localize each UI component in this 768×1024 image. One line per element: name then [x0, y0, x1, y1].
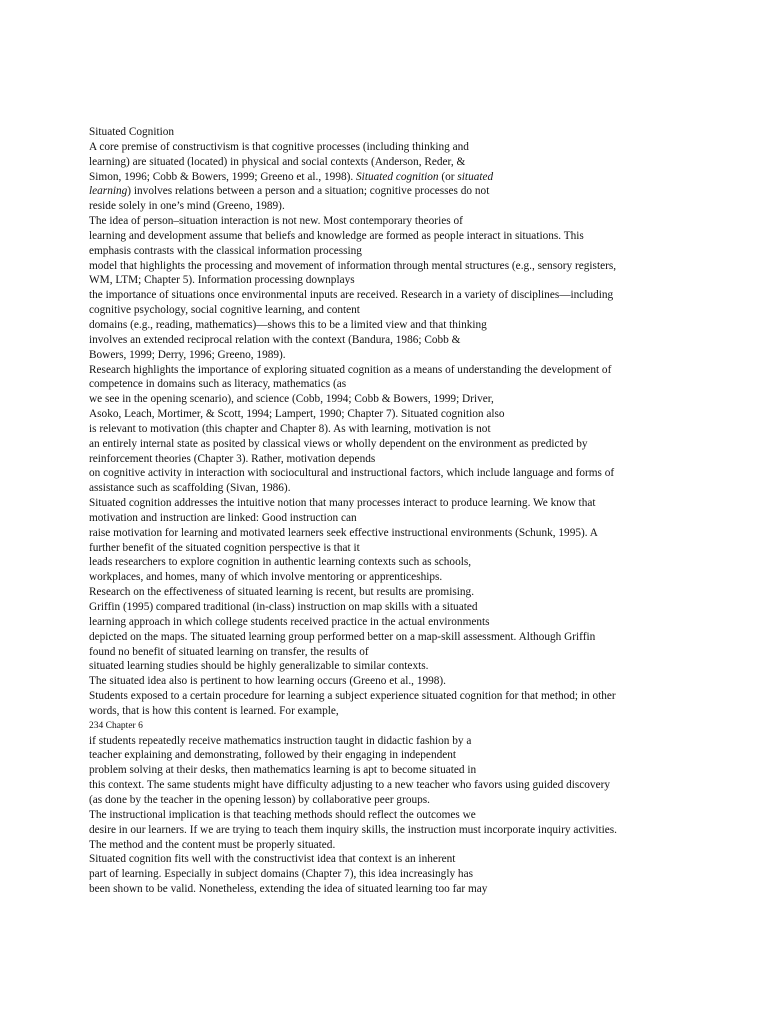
text-line: motivation and instruction are linked: Good instruction can	[89, 511, 357, 524]
text-line: Bowers, 1999; Derry, 1996; Greeno, 1989).	[89, 348, 286, 361]
text-line: Research on the effectiveness of situated learning is recent, but results are promising.	[89, 586, 475, 599]
text-line: is relevant to motivation (this chapter and Chapter 8). As with learning, motivation is not	[89, 422, 491, 435]
text-line: Research highlights the importance of exploring situated cognition as a means of understanding the development of	[89, 363, 612, 376]
text-line: Situated cognition fits well with the constructivist idea that context is an inherent	[89, 853, 456, 866]
text-line: (as done by the teacher in the opening lesson) by collaborative peer groups.	[89, 793, 430, 806]
italic-term: situated	[457, 170, 494, 183]
text-line: emphasis contrasts with the classical information processing	[89, 244, 362, 257]
text-line: domains (e.g., reading, mathematics)—shows this to be a limited view and that thinking	[89, 318, 487, 331]
text-line: reside solely in one’s mind (Greeno, 1989).	[89, 200, 285, 213]
text-line: situated learning studies should be highly generalizable to similar contexts.	[89, 660, 429, 673]
section-heading: Situated Cognition	[89, 126, 175, 138]
text-line: this context. The same students might have difficulty adjusting to a new teacher who favors using guided discovery	[89, 779, 611, 792]
text-line: The method and the content must be properly situated.	[89, 838, 336, 851]
text-line: involves an extended reciprocal relation with the context (Bandura, 1986; Cobb &	[89, 333, 461, 346]
text-line: if students repeatedly receive mathematics instruction taught in didactic fashion by a	[89, 734, 472, 747]
text-line: raise motivation for learning and motivated learners seek effective instructional environments (Schunk, 1995). A	[89, 526, 598, 539]
text-line: further benefit of the situated cognition perspective is that it	[89, 541, 360, 554]
text-line: assistance such as scaffolding (Sivan, 1986).	[89, 482, 291, 495]
text-line: we see in the opening scenario), and science (Cobb, 1994; Cobb & Bowers, 1999; Driver,	[89, 393, 494, 406]
text-line: model that highlights the processing and movement of information through mental structures (e.g., sensory registers,	[89, 259, 617, 272]
text-line: Students exposed to a certain procedure for learning a subject experience situated cognition for that method; in other	[89, 690, 616, 703]
text-line: part of learning. Especially in subject domains (Chapter 7), this idea increasingly has	[89, 868, 473, 881]
text-line: leads researchers to explore cognition in authentic learning contexts such as schools,	[89, 556, 472, 569]
text-span: (or	[438, 170, 458, 183]
text-line	[89, 170, 689, 185]
italic-term: Situated cognition	[356, 170, 439, 183]
text-line: competence in domains such as literacy, mathematics (as	[89, 378, 347, 391]
text-line: The situated idea also is pertinent to how learning occurs (Greeno et al., 1998).	[89, 675, 446, 688]
text-line	[89, 184, 689, 199]
document-body-text	[89, 125, 689, 897]
text-line: Griffin (1995) compared traditional (in-class) instruction on map skills with a situated	[89, 601, 478, 613]
text-line: Situated cognition addresses the intuitive notion that many processes interact to produce learning. We know that	[89, 497, 596, 510]
text-line: desire in our learners. If we are trying to teach them inquiry skills, the instruction must incorporate inquiry activities.	[89, 823, 617, 836]
text-span: ) involves relations between a person and a situation; cognitive processes do not	[127, 185, 490, 198]
text-span: Simon, 1996; Cobb & Bowers, 1999; Greeno et al., 1998).	[89, 170, 357, 183]
text-line: learning and development assume that beliefs and knowledge are formed as people interact in situations. This	[89, 229, 584, 242]
text-line: A core premise of constructivism is that cognitive processes (including thinking and	[89, 140, 469, 153]
text-line: workplaces, and homes, many of which involve mentoring or apprenticeships.	[89, 571, 443, 584]
text-line: found no benefit of situated learning on transfer, the results of	[89, 645, 369, 658]
text-line: problem solving at their desks, then mathematics learning is apt to become situated in	[89, 764, 477, 777]
text-line: WM, LTM; Chapter 5). Information processing downplays	[89, 274, 355, 287]
italic-term: learning	[89, 185, 128, 198]
text-line: an entirely internal state as posited by classical views or wholly dependent on the environment as predicted by	[89, 437, 588, 450]
text-line: teacher explaining and demonstrating, followed by their engaging in independent	[89, 749, 457, 762]
text-line: learning) are situated (located) in physical and social contexts (Anderson, Reder, &	[89, 155, 466, 168]
text-line: the importance of situations once environmental inputs are received. Research in a variety of disciplines—including	[89, 289, 614, 302]
text-line: on cognitive activity in interaction with sociocultural and instructional factors, which include language and forms of	[89, 467, 615, 480]
text-line: learning approach in which college students received practice in the actual environments	[89, 615, 490, 628]
text-line: Asoko, Leach, Mortimer, & Scott, 1994; Lampert, 1990; Chapter 7). Situated cognition also	[89, 408, 505, 421]
page-number-label: 234 Chapter 6	[89, 720, 143, 731]
text-line: The instructional implication is that teaching methods should reflect the outcomes we	[89, 808, 476, 821]
text-line: been shown to be valid. Nonetheless, extending the idea of situated learning too far may	[89, 883, 488, 896]
text-line: depicted on the maps. The situated learning group performed better on a map-skill assessment. Although Griffin	[89, 630, 596, 643]
text-line: The idea of person–situation interaction is not new. Most contemporary theories of	[89, 215, 463, 228]
text-line: reinforcement theories (Chapter 3). Rather, motivation depends	[89, 452, 376, 465]
text-line: cognitive psychology, social cognitive learning, and content	[89, 304, 360, 317]
text-line: words, that is how this content is learned. For example,	[89, 704, 339, 717]
